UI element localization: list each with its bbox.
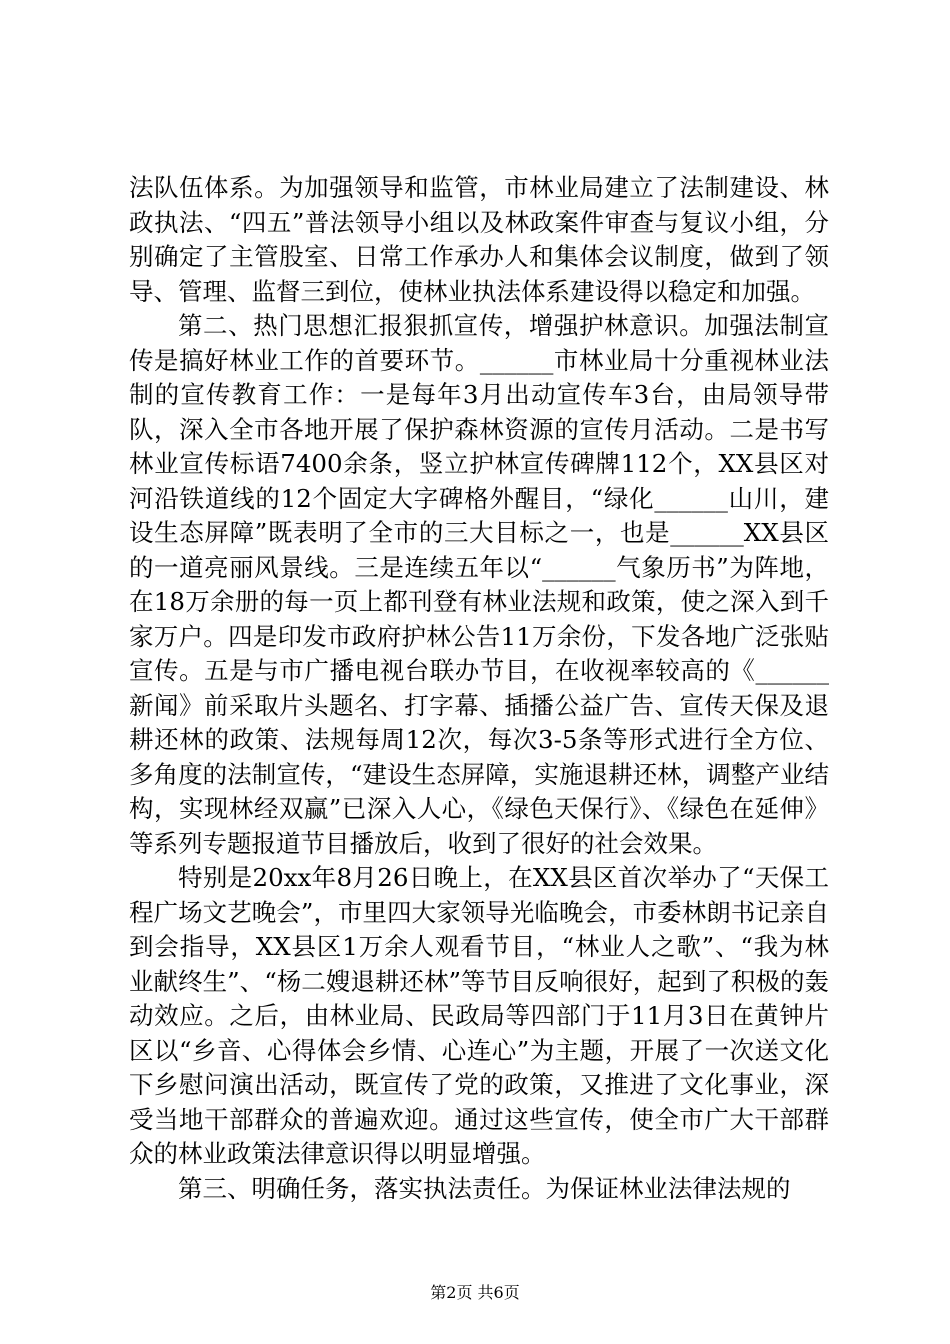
paragraph-2: 第二、热门思想汇报狠抓宣传，增强护林意识。加强法制宣传是搞好林业工作的首要环节。______市林业局十分重视林业法制的宣传教育工作：一是每年3月出动宣传车3台，由局领导带队，深入全市各地开展了保护森林资源的宣传月活动。二是书写林业宣传标语7400余条，竖立护林宣传碑牌112个，XX县区对河沿铁道线的12个固定大字碑格外醒目，“绿化______山川，建设生态屏障”既表明了全市的三大目标之一，也是______XX县区的一道亮丽风景线。三是连续五年以“______气象历书”为阵地，在18万余册的每一页上都刊登有林业法规和政策，使之深入到千家万户。四是印发市政府护林公告11万余份，下发各地广泛张贴宣传。五是与市广播电视台联办节目，在收视率较高的《______新闻》前采取片头题名、打字幕、插播公益广告、宣传天保及退耕还林的政策、法规每周12次，每次3-5条等形式进行全方位、多角度的法制宣传，“建设生态屏障，实施退耕还林，调整产业结构，实现林经双赢”已深入人心，《绿色天保行》、《绿色在延伸》等系列专题报道节目播放后，收到了很好的社会效果。	[129, 311, 829, 858]
paragraph-1: 法队伍体系。为加强领导和监管，市林业局建立了法制建设、林政执法、“四五”普法领导小组以及林政案件审查与复议小组，分别确定了主管股室、日常工作承办人和集体会议制度，做到了领导、管理、监督三到位，使林业执法体系建设得以稳定和加强。	[129, 173, 829, 306]
document-body	[129, 171, 829, 1206]
paragraph-3: 特别是20xx年8月26日晚上，在XX县区首次举办了“天保工程广场文艺晚会”，市里四大家领导光临晚会，市委林朗书记亲自到会指导，XX县区1万余人观看节目，“林业人之歌”、“我为林业献终生”、“杨二嫂退耕还林”等节目反响很好，起到了积极的轰动效应。之后，由林业局、民政局等四部门于11月3日在黄钟片区以“乡音、心得体会乡情、心连心”为主题，开展了一次送文化下乡慰问演出活动，既宣传了党的政策，又推进了文化事业，深受当地干部群众的普遍欢迎。通过这些宣传，使全市广大干部群众的林业政策法律意识得以明显增强。	[129, 863, 829, 1168]
paragraph-4: 第三、明确任务，落实执法责任。为保证林业法律法规的	[178, 1173, 791, 1203]
page-footer: 第2页 共6页	[430, 1283, 520, 1302]
